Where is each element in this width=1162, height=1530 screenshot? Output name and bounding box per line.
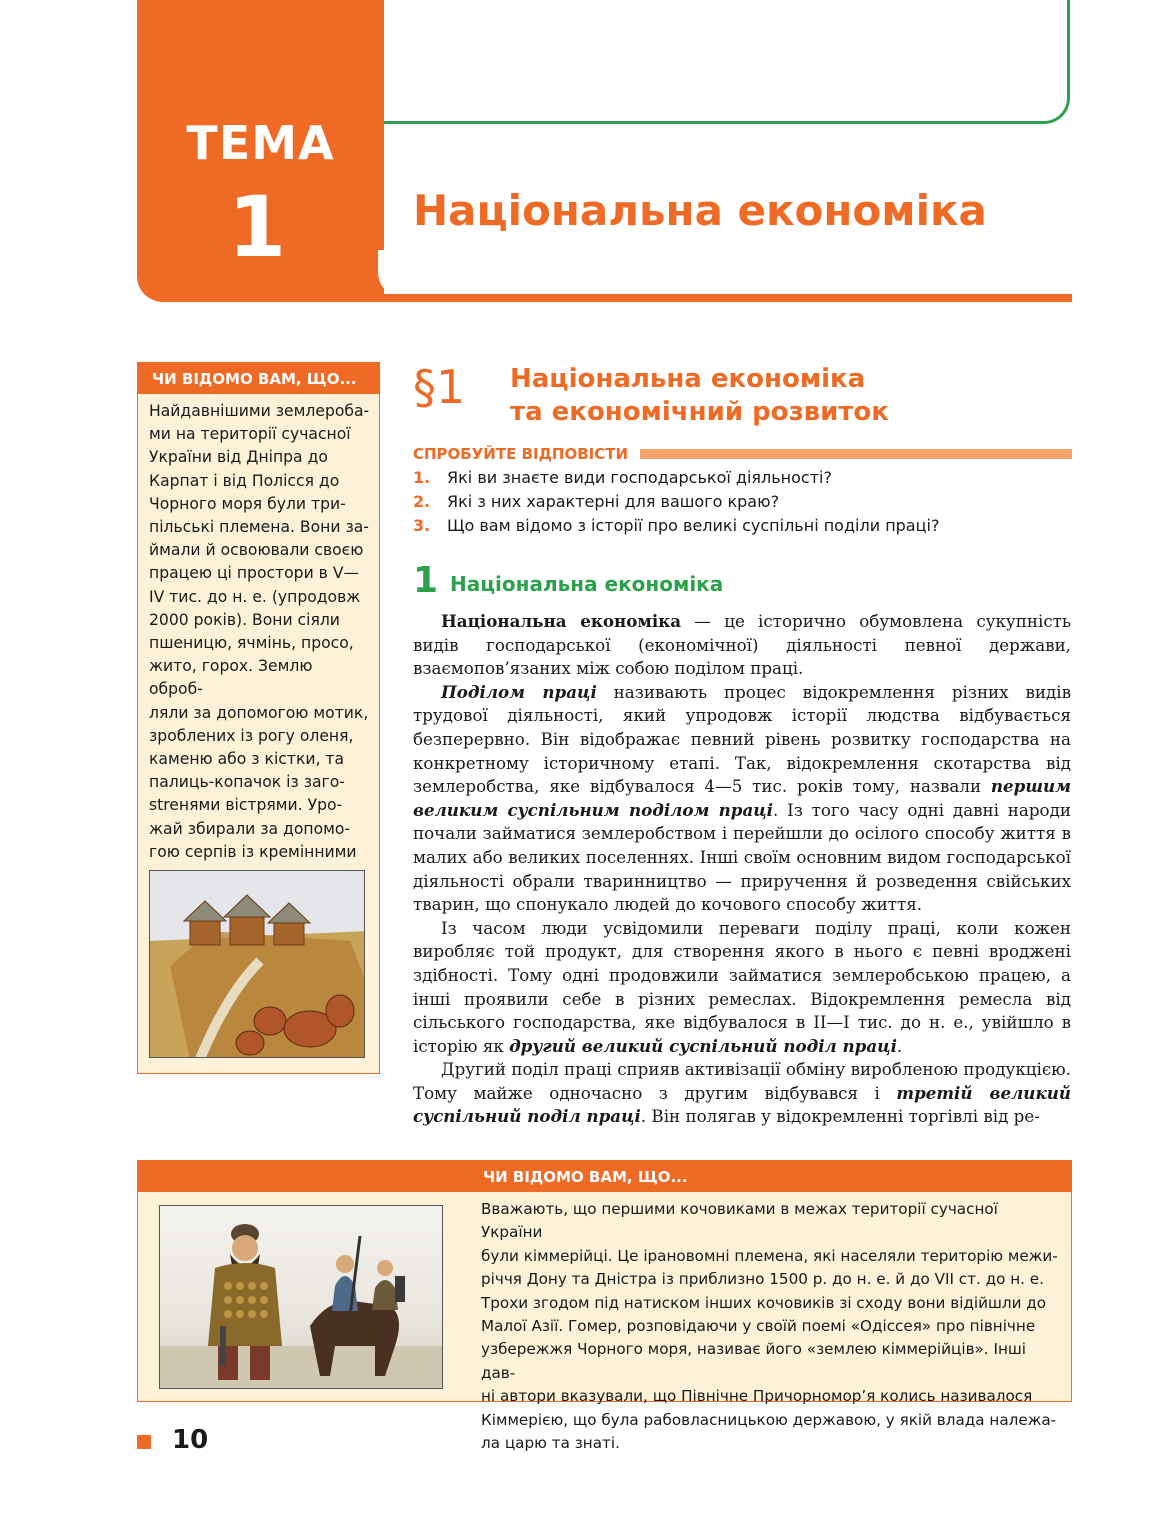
body-span: . [896,1035,903,1056]
body-span: Другий поділ праці сприяв активізації обміну виробленою продукцією. Тому майже одночасно з другим відбувався і [413,1059,1071,1103]
paragraph-title [510,363,1030,429]
paragraph-sign: §1 [413,360,466,414]
body-paragraph [413,1058,1071,1129]
term-second-division: другий великий суспільний поділ праці [509,1035,897,1056]
sidebar-line: зроблених із рогу оленя, [149,726,354,745]
body-span: — це історично обумовлена сукупність видів господарської (економічної) діяльності певної держави, взаємопов’язаних між собою поділом праці. [413,611,1071,679]
page-marker [137,1435,151,1449]
paragraph-title-line: та економічний розвиток [510,397,889,427]
body-span: називають процес відокремлення різних видів трудової діяльності, який упродовж історії людства відбувається безперервно. Він відображає певний рівень розвитку господарства на конкретному історичному етапі. Так, відокремлення скотарства від землеробства, яке відбувалося 4—5 тис. років тому, назвали [413,681,1071,797]
sidebar-line: 2000 років). Вони сіяли [149,610,340,629]
sidebar-line: Чорного моря були три- [149,494,346,513]
sidebar-line: Карпат і від Полісся до [149,471,340,490]
fact-line: Вважають, що першими кочовиками в межах території сучасної України [481,1200,998,1242]
fact-line: Кіммерією, що була рабовласницькою державою, у якій влада належа- [481,1410,1057,1429]
term-first-division: першим великим суспільним поділом праці [413,776,1071,820]
sidebar-line: ймали й освоювали своєю [149,541,364,560]
body-span: . Із того часу одні давні народи почали займатися землеробством і перейшли до осілого способу життя в малих або великих поселеннях. Інші своїм основним видом господарської діяльності обрали тваринництво — приручення й розведення свійських тварин, що спонукало людей до кочового способу життя. [413,799,1071,915]
fact-line: Малої Азії. Гомер, розповідаючи у своїй поемі «Одіссея» про північне [481,1317,1036,1336]
question-number: 1. [413,468,431,487]
fact-box-heading: ЧИ ВІДОМО ВАМ, ЩО... [483,1168,688,1186]
paragraph-title-line: Національна економіка [510,364,866,394]
question-item [413,468,832,487]
theme-title: Національна економіка [413,186,987,235]
settlement-drawing [150,871,365,1058]
sidebar-line: пільські племена. Вони за- [149,518,369,537]
term-division-of-labour: Поділом праці [441,681,597,702]
body-span: Із часом люди усвідомили переваги поділу праці, коли кожен виробляє той продукт, для створення якого в нього є певні вроджені здібності. Тому одні продовжили займатися землеробською працею, а інші проявили себе в різних ремеслах. Відокремлення ремесла від сільського господарства, яке відбувалося в ІІ—І тис. до н. е., увійшло в історію як [413,917,1071,1056]
body-paragraph [413,610,1071,681]
header-rule [378,294,1072,302]
sidebar-line: працею ці простори в V— [149,564,360,583]
try-answer-label: СПРОБУЙТЕ ВІДПОВІСТИ [413,445,629,463]
question-number: 3. [413,516,431,535]
sidebar-line: палиць-копачок із заго- [149,773,345,792]
sidebar-line: жито, горох. Землю оброб- [149,657,313,699]
sidebar-line: України від Дніпра до [149,448,328,467]
sidebar-line: каменю або з кістки, та [149,750,345,769]
term-third-division: третій великий суспільний поділ праці [413,1082,1071,1127]
fact-line: Трохи згодом під натиском інших кочовиків зі сходу вони відійшли до [481,1293,1047,1312]
section-title: Національна економіка [450,572,724,596]
section-number: 1 [413,560,439,601]
trypillia-settlement-illustration [149,870,365,1058]
body-paragraph [413,917,1071,1059]
fact-line: були кіммерійці. Це ірановомні племена, які населяли територію межи- [481,1246,1058,1265]
sidebar-line: ми на території сучасної [149,425,351,444]
try-answer-bar [640,449,1072,459]
sidebar-heading: ЧИ ВІДОМО ВАМ, ЩО... [138,363,379,394]
fact-line: ні автори вказували, що Північне Причорномор’я колись називалося [481,1387,1033,1406]
sidebar-text [149,400,371,887]
fact-line: річчя Дону та Дністра із приблизно 1500 р. до н. е. й до VII ст. до н. е. [481,1270,1044,1289]
sidebar-line: гою серпів із кремінними [149,842,357,861]
body-span: . Він полягав у відокремленні торгівлі від ре- [640,1106,1040,1127]
question-item [413,516,939,535]
sidebar-line: Найдавнішими землероба- [149,402,370,420]
body-text [413,610,1071,1129]
question-text: Які з них характерні для вашого краю? [447,492,780,511]
body-paragraph [413,681,1071,917]
question-item [413,492,779,511]
fact-box-text [481,1198,1059,1455]
sidebar-line: пшеницю, ячмінь, просо, [149,634,354,653]
cimmerians-illustration [159,1205,443,1389]
term-national-economy: Національна економіка [441,611,682,631]
sidebar-line: жай збирали за допомо- [149,819,351,838]
header-frame [380,0,1070,124]
cimmerian-warriors-drawing [160,1206,443,1389]
header-corner [378,250,1070,298]
question-text: Які ви знаєте види господарської діяльності? [447,468,832,487]
fact-line: узбережжя Чорного моря, називає його «землею кіммерійців». Інші дав- [481,1340,1026,1382]
sidebar-line: IV тис. до н. е. (упродовж [149,587,361,606]
question-number: 2. [413,492,431,511]
question-text: Що вам відомо з історії про великі суспільні поділи праці? [447,516,940,535]
sidebar-line: ляли за допомогою мотик, [149,703,369,722]
page-number: 10 [172,1425,209,1455]
sidebar-line: streнями вістрями. Уро- [149,796,343,815]
theme-number: 1 [227,178,287,276]
fact-line: ла царю та знаті. [481,1434,620,1453]
theme-word: ТЕМА [186,116,335,170]
